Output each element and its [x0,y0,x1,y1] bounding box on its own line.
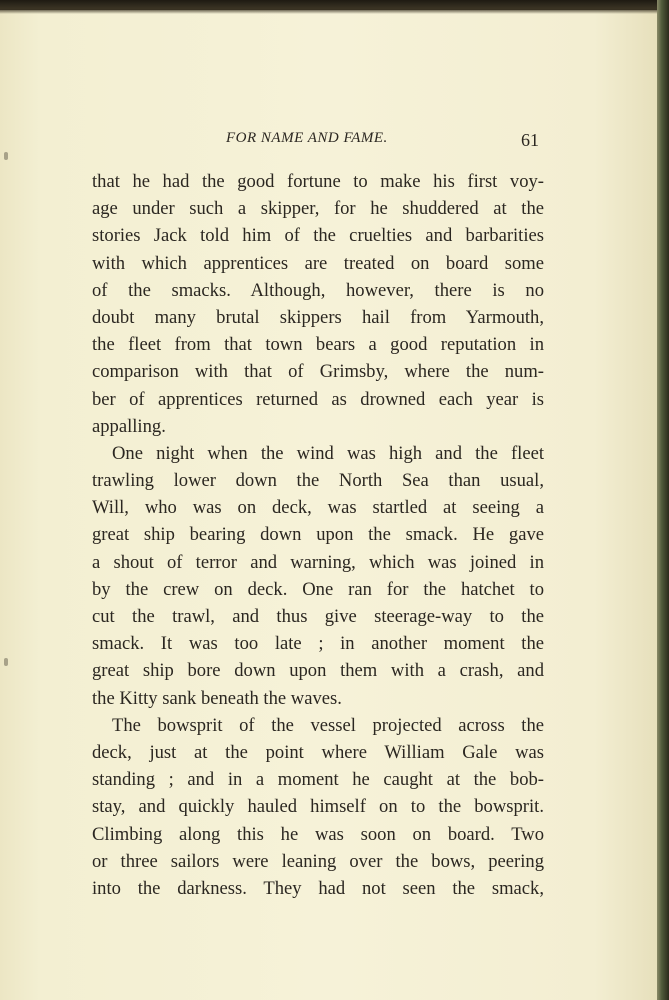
text-line: cut the trawl, and thus give steerage-way to the [92,606,544,627]
text-line: or three sailors were leaning over the bows, peering [92,850,544,872]
text-line: great ship bearing down upon the smack. He gave [92,524,544,546]
text-line: with which apprentices are treated on board some [92,252,544,274]
text-line: a shout of terror and warning, which was joined in [92,551,544,573]
text-line: comparison with that of Grimsby, where the num- [92,361,544,383]
text-line: the Kitty sank beneath the waves. [92,687,342,709]
text-line: Will, who was on deck, was startled at seeing a [92,497,544,519]
text-line: of the smacks. Although, however, there is no [92,279,544,301]
text-line: smack. It was too late ; in another moment the [92,633,544,655]
paper-speck [4,152,8,160]
text-line: great ship bore down upon them with a crash, and [92,660,544,682]
text-line: into the darkness. They had not seen the smack, [92,877,544,899]
text-line: stories Jack told him of the cruelties and barbarities [92,225,544,247]
text-line: stay, and quickly hauled himself on to the bowsprit. [92,796,544,818]
text-line: the fleet from that town bears a good reputation in [92,334,544,356]
text-line: by the crew on deck. One ran for the hatchet to [92,578,544,600]
body-text [92,168,544,902]
book-spine-edge [657,0,669,1000]
text-line: Climbing along this he was soon on board. Two [92,823,544,845]
page-number: 61 [521,130,539,150]
text-line: age under such a skipper, for he shuddered at the [92,198,544,220]
text-line: ber of apprentices returned as drowned each year is [92,388,544,410]
text-line: deck, just at the point where William Gale was [92,741,544,763]
text-line: trawling lower down the North Sea than usual, [92,470,544,492]
text-line: doubt many brutal skippers hail from Yarmouth, [92,306,544,328]
paper-speck [4,658,8,666]
page-header [0,118,660,148]
text-line: One night when the wind was high and the fleet [112,442,544,464]
text-line: The bowsprit of the vessel projected across the [112,714,544,736]
text-line: that he had the good fortune to make his first voy- [92,171,544,192]
book-page [0,10,660,1000]
running-head: FOR NAME AND FAME. [226,130,388,146]
page-top-shadow [0,0,669,14]
text-line: appalling. [92,415,166,437]
text-line: standing ; and in a moment he caught at the bob- [92,769,544,791]
